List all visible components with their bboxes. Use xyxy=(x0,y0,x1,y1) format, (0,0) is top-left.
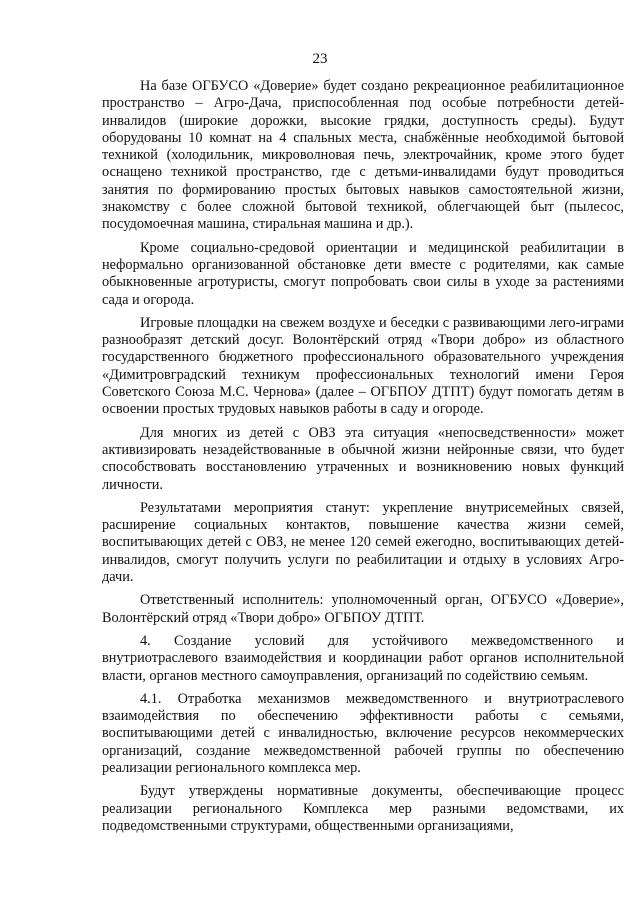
document-body xyxy=(102,78,624,841)
paragraph-responsible: Ответственный исполнитель: уполномоченный орган, ОГБУСО «Доверие», Волонтёрский отряд «Твори добро» ОГБПОУ ДТПТ. xyxy=(102,592,624,626)
page-number: 23 xyxy=(312,51,328,67)
paragraph-playgrounds: Игровые площадки на свежем воздухе и беседки с развивающими лего-играми разнообразят детский досуг. Волонтёрский отряд «Твори добро» из областного государственного бюджетного профессионального образовательного учреждения «Димитровградский техникум профессиональных технологий имени Героя Советского Союза М.С. Чернова» (далее – ОГБПОУ ДТПТ) будут помогать детям в освоении простых трудовых навыков работы в саду и огороде. xyxy=(102,314,624,418)
paragraph-orientation: Кроме социально-средовой ориентации и медицинской реабилитации в неформально организованной обстановке дети вместе с родителями, как самые обыкновенные агротуристы, смогут попробовать свои силы в уходе за растениями сада и огорода. xyxy=(102,239,624,308)
paragraph-results: Результатами мероприятия станут: укрепление внутрисемейных связей, расширение социальных контактов, повышение качества жизни семей, воспитывающих детей с ОВЗ, не менее 120 семей ежегодно, воспитывающих детей-инвалидов, смогут получить услуги по реабилитации и отдыху в условиях Агро-дачи. xyxy=(102,499,624,586)
paragraph-normative-documents: Будут утверждены нормативные документы, обеспечивающие процесс реализации регионального Комплекса мер разными ведомствами, их подведомственными структурами, общественными организациями, xyxy=(102,783,624,834)
paragraph-section-4: 4. Создание условий для устойчивого межведомственного и внутриотраслевого взаимодействия и координации работ органов исполнительной власти, органов местного самоуправления, организаций по содействию семьям. xyxy=(102,632,624,684)
paragraph-section-4-1: 4.1. Отработка механизмов межведомственного и внутриотраслевого взаимодействия по обеспечению эффективности работы с семьями, воспитывающими детей с инвалидностью, включение ресурсов некоммерческих организаций, создание межведомственной рабочей группы по обеспечению реализации регионального комплекса мер. xyxy=(102,690,624,776)
paragraph-agro-dacha: На базе ОГБУСО «Доверие» будет создано рекреационное реабилитационное пространство – Агро-Дача, приспособленная под особые потребности детей-инвалидов (широкие дорожки, высокие грядки, доступность среды). Будут оборудованы 10 комнат на 4 спальных места, снабжённые необходимой бытовой техникой (холодильник, микроволновая печь, электрочайник, кроме этого будет оснащено техникой пространство, где с детьми-инвалидами будут проводиться занятия по формированию простых бытовых навыков самостоятельной жизни, знакомству с более сложной бытовой техникой, облегчающей быт (пылесос, посудомоечная машина, стиральная машина и др.). xyxy=(102,78,624,233)
paragraph-neural-connections: Для многих из детей с ОВЗ эта ситуация «непосведственности» может активизировать незадействованные в обычной жизни нейронные связи, что будет способствовать восстановлению утраченных и возникновению новых функций личности. xyxy=(102,424,624,493)
